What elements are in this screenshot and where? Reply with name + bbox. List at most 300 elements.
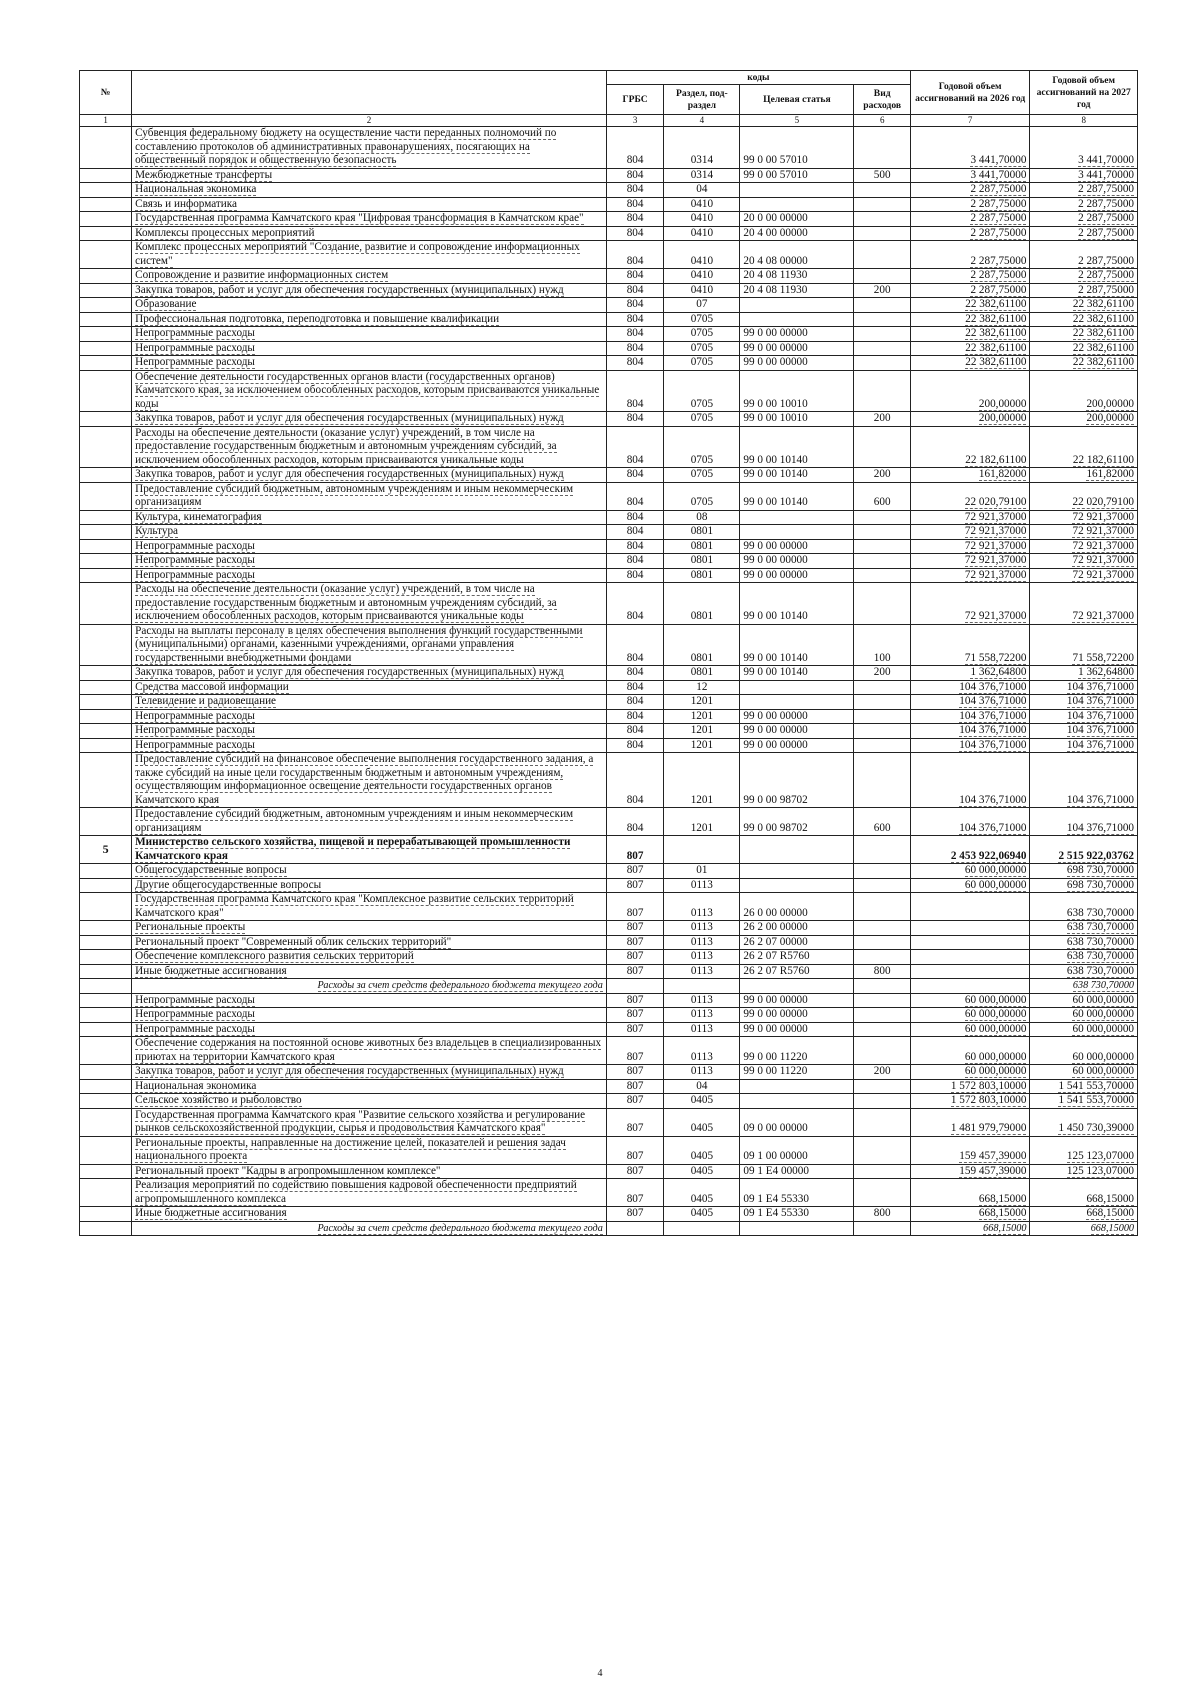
row-amount-2027-text: 2 287,75000 (1078, 269, 1134, 281)
row-number (80, 738, 132, 753)
row-name-text: Непрограммные расходы (135, 738, 255, 751)
row-amount-2026 (910, 127, 1029, 169)
row-number (80, 197, 132, 212)
row-name-text: Министерство сельского хозяйства, пищевой и перерабатывающей промышленности Камчатского края (135, 836, 571, 862)
row-name (132, 1022, 607, 1037)
col-number: 3 (606, 115, 664, 127)
table-row (80, 426, 1138, 468)
row-name (132, 878, 607, 893)
row-name (132, 1037, 607, 1065)
row-amount-2026-text: 72 921,37000 (964, 539, 1027, 552)
row-name-text: Общегосударственные вопросы (135, 864, 287, 876)
row-target-article (740, 1079, 854, 1094)
row-amount-2027-text: 104 376,71000 (1066, 821, 1134, 834)
row-name-text: Государственная программа Камчатского края "Комплексное развитие сельских территорий Камчатского края" (135, 893, 574, 919)
row-amount-2026-text: 2 287,75000 (970, 212, 1027, 224)
row-name-text: Сельское хозяйство и рыболовство (135, 1094, 302, 1106)
row-expense-type (854, 226, 911, 241)
table-row (80, 412, 1138, 427)
row-amount-2027-text: 104 376,71000 (1066, 738, 1134, 751)
row-number (80, 950, 132, 965)
table-row (80, 666, 1138, 681)
row-target-article: 99 0 00 10140 (740, 468, 854, 483)
row-razdel (664, 979, 740, 994)
row-name (132, 893, 607, 921)
row-number (80, 1037, 132, 1065)
row-amount-2027-text: 60 000,00000 (1072, 1008, 1134, 1020)
row-name-text: Закупка товаров, работ и услуг для обеспечения государственных (муниципальных) нужд (135, 666, 564, 678)
row-amount-2027 (1030, 1037, 1138, 1065)
row-amount-2027-text: 698 730,70000 (1066, 864, 1134, 876)
row-amount-2027-text: 72 921,37000 (1072, 610, 1134, 622)
row-number (80, 921, 132, 936)
row-number (80, 1008, 132, 1023)
row-name (132, 680, 607, 695)
row-grbs: 804 (606, 583, 664, 625)
row-amount-2027 (1030, 197, 1138, 212)
row-grbs: 804 (606, 709, 664, 724)
row-name (132, 341, 607, 356)
row-expense-type (854, 935, 911, 950)
row-razdel: 0705 (664, 482, 740, 510)
row-target-article: 99 0 00 10140 (740, 666, 854, 681)
row-amount-2026-text: 1 481 979,79000 (950, 1122, 1027, 1134)
row-number (80, 468, 132, 483)
row-grbs: 804 (606, 468, 664, 483)
table-row (80, 993, 1138, 1008)
row-grbs: 807 (606, 1079, 664, 1094)
row-name (132, 808, 607, 836)
row-target-article: 20 4 08 11930 (740, 269, 854, 284)
table-row (80, 950, 1138, 965)
row-name-text: Непрограммные расходы (135, 341, 255, 354)
row-grbs: 804 (606, 624, 664, 666)
row-target-article: 99 0 00 11220 (740, 1065, 854, 1080)
row-name (132, 127, 607, 169)
row-expense-type (854, 554, 911, 569)
row-target-article (740, 298, 854, 313)
row-number (80, 1022, 132, 1037)
row-amount-2027 (1030, 525, 1138, 540)
row-name (132, 298, 607, 313)
row-amount-2026-text: 72 921,37000 (964, 510, 1027, 523)
row-amount-2026-text: 60 000,00000 (964, 1008, 1027, 1020)
row-amount-2026-text: 2 287,75000 (970, 283, 1027, 296)
row-grbs: 804 (606, 283, 664, 298)
row-amount-2026-text: 159 457,39000 (959, 1164, 1027, 1177)
row-number (80, 168, 132, 183)
row-amount-2027-text: 72 921,37000 (1072, 539, 1134, 552)
row-amount-2027-text: 2 287,75000 (1078, 197, 1134, 210)
row-name (132, 269, 607, 284)
row-grbs: 804 (606, 808, 664, 836)
row-target-article (740, 979, 854, 994)
row-amount-2026 (910, 241, 1029, 269)
table-row (80, 1079, 1138, 1094)
row-amount-2026-text: 2 287,75000 (970, 254, 1027, 267)
row-grbs: 804 (606, 539, 664, 554)
row-amount-2027-text: 22 382,61100 (1072, 312, 1134, 325)
row-amount-2026 (910, 624, 1029, 666)
row-name (132, 921, 607, 936)
row-amount-2027-text: 698 730,70000 (1066, 878, 1134, 891)
row-amount-2027 (1030, 935, 1138, 950)
row-name (132, 510, 607, 525)
row-name (132, 935, 607, 950)
row-name (132, 1221, 607, 1236)
row-amount-2027 (1030, 1207, 1138, 1222)
row-amount-2027 (1030, 753, 1138, 808)
row-target-article: 99 0 00 00000 (740, 568, 854, 583)
row-name (132, 666, 607, 681)
table-row (80, 1037, 1138, 1065)
row-amount-2027-text: 22 382,61100 (1072, 327, 1134, 339)
row-expense-type (854, 1136, 911, 1164)
row-amount-2026-text: 104 376,71000 (959, 680, 1027, 693)
row-grbs: 804 (606, 568, 664, 583)
row-razdel: 0113 (664, 1008, 740, 1023)
row-razdel: 0410 (664, 212, 740, 227)
row-number (80, 341, 132, 356)
row-name-text: Комплекс процессных мероприятий "Создание, развитие и сопровождение информационных систем" (135, 241, 580, 267)
row-amount-2026 (910, 1207, 1029, 1222)
row-expense-type (854, 864, 911, 879)
header-codes: коды (606, 71, 910, 85)
row-name (132, 964, 607, 979)
row-amount-2027 (1030, 283, 1138, 298)
row-expense-type (854, 1094, 911, 1109)
table-row (80, 327, 1138, 342)
row-number (80, 183, 132, 198)
row-expense-type (854, 583, 911, 625)
row-razdel: 0405 (664, 1136, 740, 1164)
table-row (80, 1065, 1138, 1080)
row-grbs: 804 (606, 412, 664, 427)
row-number (80, 583, 132, 625)
row-target-article: 20 0 00 00000 (740, 212, 854, 227)
row-razdel: 1201 (664, 709, 740, 724)
row-amount-2027 (1030, 950, 1138, 965)
row-amount-2027 (1030, 1065, 1138, 1080)
row-name-text: Непрограммные расходы (135, 1022, 255, 1035)
row-target-article (740, 680, 854, 695)
row-amount-2026 (910, 1065, 1029, 1080)
table-row (80, 468, 1138, 483)
table-body (80, 127, 1138, 1236)
row-number (80, 327, 132, 342)
row-number (80, 993, 132, 1008)
row-amount-2027 (1030, 183, 1138, 198)
row-name-text: Закупка товаров, работ и услуг для обеспечения государственных (муниципальных) нужд (135, 1065, 564, 1077)
row-target-article: 99 0 00 98702 (740, 808, 854, 836)
row-amount-2027 (1030, 709, 1138, 724)
row-expense-type (854, 370, 911, 412)
row-amount-2026-text: 668,15000 (978, 1192, 1027, 1205)
row-expense-type: 200 (854, 283, 911, 298)
table-row (80, 753, 1138, 808)
row-amount-2026-text: 72 921,37000 (964, 554, 1027, 566)
row-name (132, 168, 607, 183)
row-number (80, 370, 132, 412)
row-amount-2026 (910, 212, 1029, 227)
row-target-article: 09 1 E4 55330 (740, 1179, 854, 1207)
row-amount-2026 (910, 341, 1029, 356)
table-row (80, 695, 1138, 710)
row-target-article: 99 0 00 57010 (740, 127, 854, 169)
row-amount-2027-text: 72 921,37000 (1072, 525, 1134, 537)
row-amount-2027 (1030, 893, 1138, 921)
row-name (132, 738, 607, 753)
row-amount-2026 (910, 921, 1029, 936)
row-razdel: 08 (664, 510, 740, 525)
row-grbs: 807 (606, 1164, 664, 1179)
row-amount-2026-text: 22 382,61100 (965, 312, 1027, 325)
row-grbs: 804 (606, 197, 664, 212)
row-name (132, 356, 607, 371)
row-grbs: 804 (606, 269, 664, 284)
row-amount-2027 (1030, 666, 1138, 681)
header-cs: Целевая статья (740, 85, 854, 115)
table-row (80, 935, 1138, 950)
row-grbs: 804 (606, 753, 664, 808)
row-amount-2027 (1030, 426, 1138, 468)
header-vid: Вид расходов (854, 85, 911, 115)
row-target-article: 99 0 00 00000 (740, 709, 854, 724)
row-target-article: 09 1 E4 00000 (740, 1164, 854, 1179)
row-razdel: 0113 (664, 921, 740, 936)
row-amount-2026-text: 104 376,71000 (959, 821, 1027, 834)
row-amount-2027 (1030, 993, 1138, 1008)
row-amount-2026-text: 668,15000 (983, 1222, 1027, 1234)
row-razdel: 04 (664, 183, 740, 198)
table-row (80, 1207, 1138, 1222)
row-expense-type (854, 312, 911, 327)
row-name-text: Национальная экономика (135, 1079, 257, 1092)
row-razdel: 0801 (664, 624, 740, 666)
row-grbs: 804 (606, 356, 664, 371)
row-amount-2026 (910, 1022, 1029, 1037)
row-name-text: Предоставление субсидий бюджетным, автономным учреждениям и иным некоммерческим организациям (135, 482, 574, 508)
row-razdel: 0705 (664, 468, 740, 483)
row-razdel: 0405 (664, 1108, 740, 1136)
row-amount-2027 (1030, 241, 1138, 269)
table-row (80, 539, 1138, 554)
row-name (132, 1065, 607, 1080)
row-target-article: 99 0 00 10140 (740, 482, 854, 510)
row-amount-2026-text: 22 382,61100 (965, 356, 1027, 368)
row-razdel (664, 836, 740, 864)
row-amount-2027-text: 104 376,71000 (1066, 724, 1134, 736)
row-amount-2026-text: 200,00000 (978, 412, 1027, 424)
row-amount-2027 (1030, 1079, 1138, 1094)
row-number (80, 241, 132, 269)
row-target-article: 99 0 00 57010 (740, 168, 854, 183)
table-row (80, 197, 1138, 212)
table-row (80, 127, 1138, 169)
row-amount-2027-text: 3 441,70000 (1078, 154, 1134, 166)
row-number (80, 226, 132, 241)
row-grbs: 804 (606, 212, 664, 227)
row-grbs: 807 (606, 864, 664, 879)
row-grbs: 807 (606, 1108, 664, 1136)
row-razdel: 01 (664, 864, 740, 879)
table-row (80, 269, 1138, 284)
row-name (132, 327, 607, 342)
table-row (80, 738, 1138, 753)
row-amount-2027-text: 200,00000 (1086, 412, 1134, 424)
row-name-text: Расходы за счет средств федерального бюджета текущего года (317, 980, 603, 991)
row-number (80, 127, 132, 169)
row-amount-2026-text: 2 287,75000 (970, 269, 1027, 281)
row-expense-type (854, 298, 911, 313)
row-amount-2026-text: 200,00000 (978, 397, 1027, 410)
row-name-text: Другие общегосударственные вопросы (135, 878, 322, 891)
row-name-text: Непрограммные расходы (135, 709, 255, 722)
row-razdel: 0410 (664, 197, 740, 212)
row-amount-2027-text: 2 287,75000 (1078, 212, 1134, 224)
row-expense-type: 200 (854, 468, 911, 483)
row-number (80, 298, 132, 313)
row-amount-2027-text: 2 515 922,03762 (1058, 849, 1134, 862)
row-amount-2026 (910, 539, 1029, 554)
row-grbs: 807 (606, 1207, 664, 1222)
table-row (80, 212, 1138, 227)
row-razdel: 0113 (664, 950, 740, 965)
row-name (132, 241, 607, 269)
row-razdel: 0314 (664, 127, 740, 169)
col-number: 5 (740, 115, 854, 127)
header-grbs: ГРБС (606, 85, 664, 115)
row-amount-2027 (1030, 1022, 1138, 1037)
row-name (132, 1207, 607, 1222)
row-number (80, 482, 132, 510)
row-amount-2027 (1030, 1179, 1138, 1207)
row-name (132, 753, 607, 808)
table-row (80, 554, 1138, 569)
table-row (80, 1179, 1138, 1207)
row-expense-type: 200 (854, 412, 911, 427)
row-name-text: Непрограммные расходы (135, 327, 255, 339)
row-expense-type (854, 1079, 911, 1094)
row-expense-type (854, 197, 911, 212)
row-name-text: Государственная программа Камчатского края "Цифровая трансформация в Камчатском крае" (135, 212, 584, 224)
row-amount-2027 (1030, 624, 1138, 666)
header-no: № (80, 71, 132, 115)
row-amount-2027-text: 638 730,70000 (1066, 964, 1134, 977)
row-amount-2026 (910, 1108, 1029, 1136)
table-row (80, 1136, 1138, 1164)
row-razdel: 1201 (664, 695, 740, 710)
row-expense-type (854, 525, 911, 540)
row-target-article: 20 4 00 00000 (740, 226, 854, 241)
row-expense-type (854, 993, 911, 1008)
row-number (80, 808, 132, 836)
row-amount-2026 (910, 298, 1029, 313)
row-amount-2026 (910, 979, 1029, 994)
table-row (80, 298, 1138, 313)
row-amount-2027-text: 161,82000 (1086, 468, 1134, 480)
header-name (132, 71, 607, 115)
table-row (80, 525, 1138, 540)
row-number (80, 709, 132, 724)
row-target-article (740, 197, 854, 212)
row-name (132, 624, 607, 666)
row-amount-2026 (910, 680, 1029, 695)
row-razdel: 0410 (664, 283, 740, 298)
row-amount-2027-text: 104 376,71000 (1066, 793, 1134, 806)
row-amount-2026-text: 104 376,71000 (959, 793, 1027, 806)
row-amount-2027 (1030, 979, 1138, 994)
row-amount-2027 (1030, 1164, 1138, 1179)
table-row (80, 709, 1138, 724)
row-amount-2026-text: 72 921,37000 (964, 568, 1027, 581)
row-expense-type: 800 (854, 1207, 911, 1222)
row-target-article: 99 0 00 00000 (740, 356, 854, 371)
row-expense-type (854, 878, 911, 893)
row-name (132, 212, 607, 227)
col-number: 2 (132, 115, 607, 127)
row-number (80, 935, 132, 950)
row-amount-2027-text: 104 376,71000 (1066, 709, 1134, 722)
row-name (132, 979, 607, 994)
row-razdel: 0801 (664, 583, 740, 625)
row-amount-2027-text: 2 287,75000 (1078, 226, 1134, 239)
table-row (80, 1094, 1138, 1109)
row-name-text: Расходы на обеспечение деятельности (оказание услуг) учреждений, в том числе на предоставление государственным бюджетным и автономным учреждениям субсидий, за исключением обособленных расходов, которым присваиваются уникальные коды (135, 426, 557, 466)
row-razdel: 0801 (664, 539, 740, 554)
row-amount-2027-text: 22 382,61100 (1072, 298, 1134, 310)
row-target-article: 26 2 07 00000 (740, 935, 854, 950)
row-grbs: 807 (606, 1022, 664, 1037)
row-target-article: 99 0 00 10010 (740, 370, 854, 412)
row-amount-2027 (1030, 468, 1138, 483)
row-expense-type (854, 1179, 911, 1207)
row-amount-2027 (1030, 327, 1138, 342)
row-amount-2027-text: 71 558,72200 (1072, 651, 1134, 664)
row-number (80, 979, 132, 994)
row-grbs: 804 (606, 312, 664, 327)
row-number (80, 878, 132, 893)
row-target-article: 99 0 00 00000 (740, 993, 854, 1008)
row-grbs: 807 (606, 1065, 664, 1080)
row-razdel: 0410 (664, 241, 740, 269)
row-razdel: 0801 (664, 568, 740, 583)
row-target-article: 09 1 00 00000 (740, 1136, 854, 1164)
row-name-text: Закупка товаров, работ и услуг для обеспечения государственных (муниципальных) нужд (135, 468, 564, 480)
row-expense-type (854, 893, 911, 921)
row-razdel: 1201 (664, 808, 740, 836)
row-name (132, 724, 607, 739)
row-name-text: Межбюджетные трансферты (135, 168, 273, 181)
row-name-text: Средства массовой информации (135, 680, 289, 693)
row-amount-2026-text: 60 000,00000 (964, 1050, 1027, 1063)
row-grbs: 807 (606, 878, 664, 893)
table-row (80, 1108, 1138, 1136)
row-grbs: 804 (606, 525, 664, 540)
row-name (132, 482, 607, 510)
table-row (80, 312, 1138, 327)
row-razdel: 0113 (664, 1037, 740, 1065)
row-name-text: Субвенция федеральному бюджету на осуществление части переданных полномочий по составлению протоколов об административных правонарушениях, посягающих на общественный порядок и общественную безопасность (135, 127, 557, 166)
row-amount-2026 (910, 1094, 1029, 1109)
row-target-article (740, 878, 854, 893)
row-name (132, 226, 607, 241)
row-amount-2026-text: 3 441,70000 (970, 168, 1027, 181)
row-razdel: 12 (664, 680, 740, 695)
row-name-text: Культура, кинематография (135, 510, 262, 523)
row-amount-2026-text: 60 000,00000 (964, 1065, 1027, 1077)
row-grbs: 804 (606, 183, 664, 198)
